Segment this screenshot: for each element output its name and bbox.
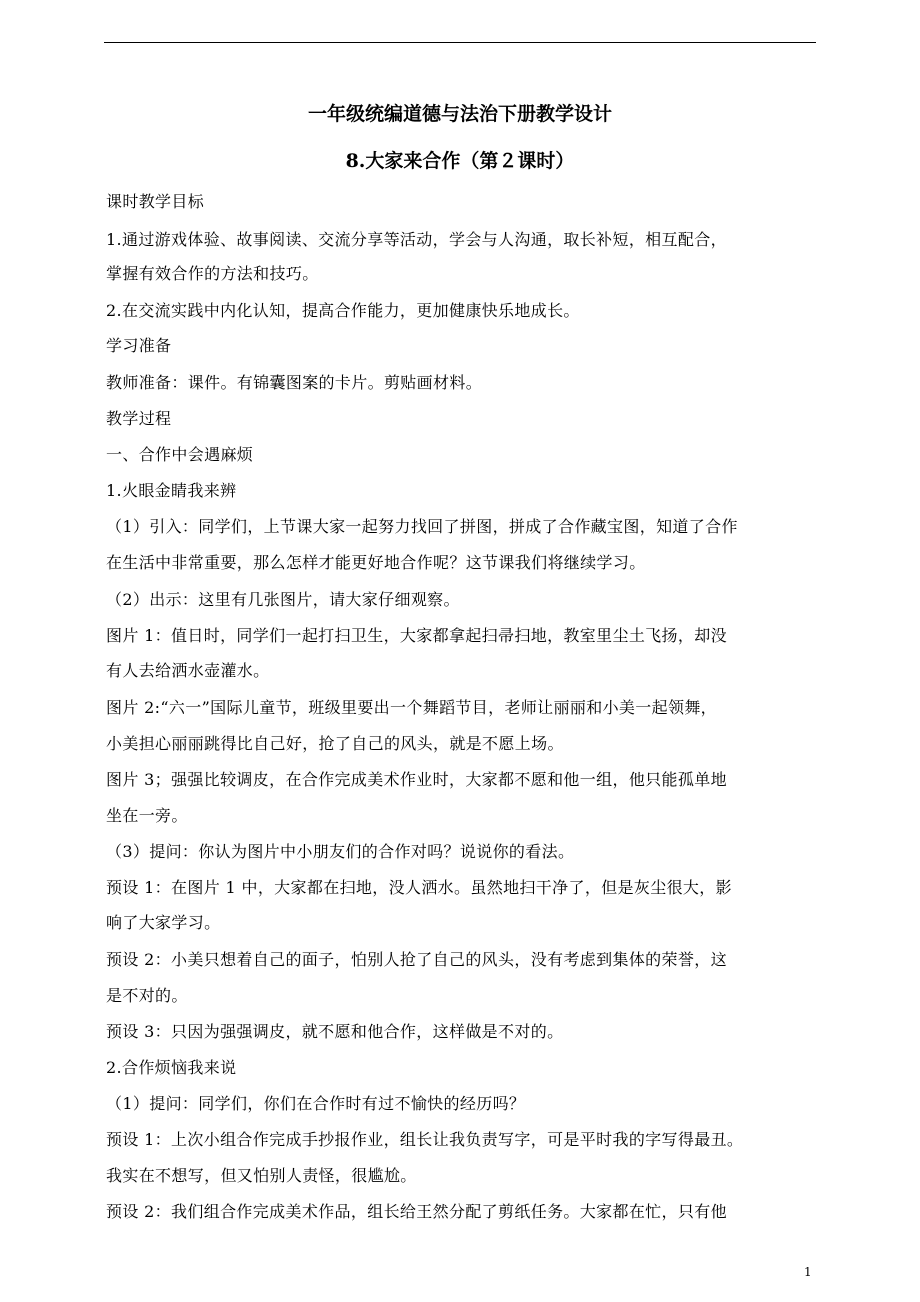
paragraph-line: 图片 1：值日时，同学们一起打扫卫生，大家都拿起扫帚扫地，教室里尘土飞扬，却没 bbox=[106, 626, 727, 645]
section-heading: 课时教学目标 bbox=[106, 192, 205, 211]
paragraph-line: 1.通过游戏体验、故事阅读、交流分享等活动，学会与人沟通，取长补短，相互配合， bbox=[106, 230, 727, 249]
paragraph-line: 预设 2：小美只想着自己的面子，怕别人抢了自己的风头，没有考虑到集体的荣誉，这 bbox=[106, 950, 727, 969]
paragraph-line: 我实在不想写，但又怕别人责怪，很尴尬。 bbox=[106, 1166, 417, 1185]
lesson-title: 8.大家来合作（第２课时） bbox=[345, 150, 575, 172]
page-number: 1 bbox=[804, 1265, 812, 1279]
paragraph-line: 坐在一旁。 bbox=[106, 806, 188, 825]
paragraph-line: （1）引入：同学们，上节课大家一起努力找回了拼图，拼成了合作藏宝图，知道了合作 bbox=[106, 517, 738, 536]
section-heading: 学习准备 bbox=[106, 336, 172, 355]
paragraph-line: 有人去给洒水壶灌水。 bbox=[106, 661, 270, 680]
paragraph-line: 教师准备：课件。有锦囊图案的卡片。剪贴画材料。 bbox=[106, 373, 483, 392]
document-title: 一年级统编道德与法治下册教学设计 bbox=[307, 103, 612, 125]
section-heading: 一、合作中会遇麻烦 bbox=[106, 445, 254, 464]
header-rule bbox=[104, 42, 816, 43]
subsection-heading: 2.合作烦恼我来说 bbox=[106, 1058, 237, 1077]
paragraph-line: 掌握有效合作的方法和技巧。 bbox=[106, 264, 319, 283]
paragraph-line: 2.在交流实践中内化认知，提高合作能力，更加健康快乐地成长。 bbox=[106, 301, 580, 320]
paragraph-line: 预设 2：我们组合作完成美术作品，组长给王然分配了剪纸任务。大家都在忙，只有他 bbox=[106, 1202, 727, 1221]
paragraph-line: 响了大家学习。 bbox=[106, 913, 221, 932]
paragraph-line: 在生活中非常重要，那么怎样才能更好地合作呢？这节课我们将继续学习。 bbox=[106, 553, 646, 572]
paragraph-line: 预设 1：在图片 1 中，大家都在扫地，没人洒水。虽然地扫干净了，但是灰尘很大，影 bbox=[106, 878, 732, 897]
paragraph-line: 小美担心丽丽跳得比自己好，抢了自己的风头，就是不愿上场。 bbox=[106, 734, 564, 753]
paragraph-line: （3）提问：你认为图片中小朋友们的合作对吗？说说你的看法。 bbox=[106, 842, 575, 861]
paragraph-line: 是不对的。 bbox=[106, 986, 188, 1005]
paragraph-line: （1）提问：同学们，你们在合作时有过不愉快的经历吗？ bbox=[106, 1094, 526, 1113]
paragraph-line: （2）出示：这里有几张图片，请大家仔细观察。 bbox=[106, 590, 460, 609]
subsection-heading: 1.火眼金睛我来辨 bbox=[106, 481, 237, 500]
paragraph-line: 图片 3；强强比较调皮，在合作完成美术作业时，大家都不愿和他一组，他只能孤单地 bbox=[106, 770, 727, 789]
section-heading: 教学过程 bbox=[106, 409, 172, 428]
paragraph-line: 预设 1：上次小组合作完成手抄报作业，组长让我负责写字，可是平时我的字写得最丑。 bbox=[106, 1130, 744, 1149]
paragraph-line: 预设 3：只因为强强调皮，就不愿和他合作，这样做是不对的。 bbox=[106, 1022, 564, 1041]
paragraph-line: 图片 2:“六一”国际儿童节，班级里要出一个舞蹈节目，老师让丽丽和小美一起领舞， bbox=[106, 698, 718, 717]
